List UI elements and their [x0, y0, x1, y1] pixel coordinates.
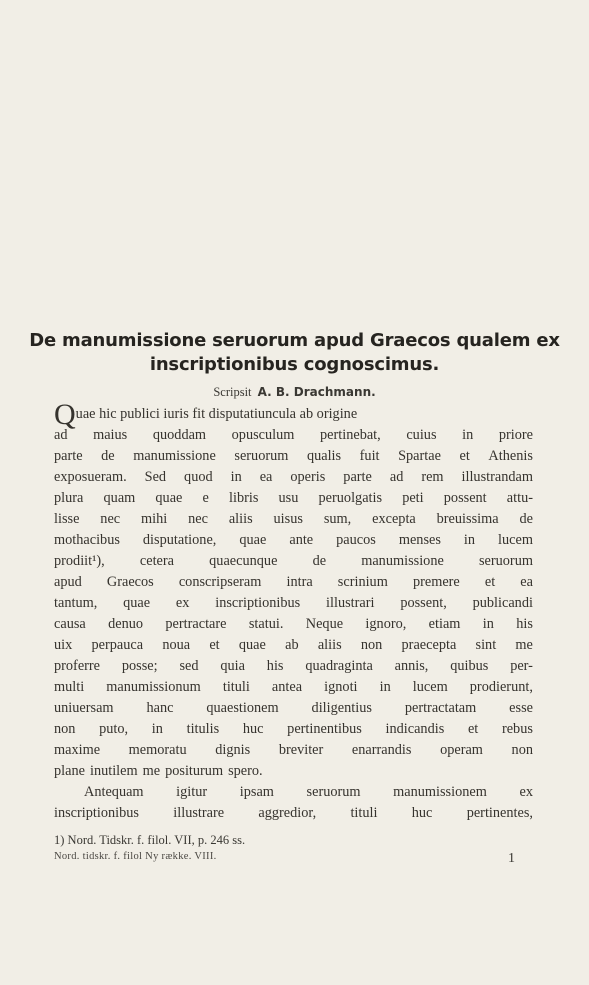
text-line: causa denuo pertractare statui. Neque ignoro, etiam in his [54, 616, 533, 632]
text-line: plane inutilem me positurum spero. [54, 763, 263, 779]
text-line: ad maius quoddam opusculum pertinebat, cuius in priore [54, 427, 533, 443]
text-line: inscriptionibus illustrare aggredior, tituli huc pertinentes, [54, 805, 533, 821]
text-line: prodiit¹), cetera quaecunque de manumissione seruorum [54, 553, 533, 569]
text-line: Antequam igitur ipsam seruorum manumissionem ex [84, 784, 533, 800]
sheet-number: 1 [508, 851, 515, 866]
text-line: apud Graecos conscripseram intra scrinium premere et ea [54, 574, 533, 590]
footnote-mark: 1) [54, 833, 65, 847]
text-line: parte de manumissione seruorum qualis fuit Spartae et Athenis [54, 448, 533, 464]
text-line: multi manumissionum tituli antea ignoti in lucem prodierunt, [54, 679, 533, 695]
text-line: mothacibus disputatione, quae ante paucos menses in lucem [54, 532, 533, 548]
text-line: proferre posse; sed quia his quadraginta annis, quibus per- [54, 658, 533, 674]
text-line: exposueram. Sed quod in ea operis parte ad rem illustrandam [54, 469, 533, 485]
title-line-1: De manumissione seruorum apud Graecos qualem ex [29, 330, 560, 351]
text-line: maxime memoratu dignis breviter enarrandis operam non [54, 742, 533, 758]
text-line: uniuersam hanc quaestionem diligentius pertractatam esse [54, 700, 533, 716]
text-line [54, 398, 533, 431]
footnote [54, 833, 514, 848]
drop-cap: Q [54, 398, 76, 431]
footnote-text: Nord. Tidskr. f. filol. VII, p. 246 ss. [67, 833, 246, 847]
text-line: tantum, quae ex inscriptionibus illustrari possent, publicandi [54, 595, 533, 611]
byline [0, 385, 589, 400]
title-line-2: inscriptionibus cognoscimus. [149, 354, 440, 375]
byline-author: A. B. Drachmann. [257, 385, 376, 399]
text-line-content: Quae hic publici iuris fit disputatiuncula ab origine [54, 398, 358, 431]
byline-prefix: Scripsit [213, 385, 252, 399]
text-line: non puto, in titulis huc pertinentibus indicandis et rebus [54, 721, 533, 737]
text-line: uix perpauca noua et quae ab aliis non praecepta sint me [54, 637, 533, 653]
text-line: plura quam quae e libris usu peruolgatis peti possent attu- [54, 490, 533, 506]
text-line: lisse nec mihi nec aliis uisus sum, excepta breuissima de [54, 511, 533, 527]
body-text [54, 398, 533, 824]
